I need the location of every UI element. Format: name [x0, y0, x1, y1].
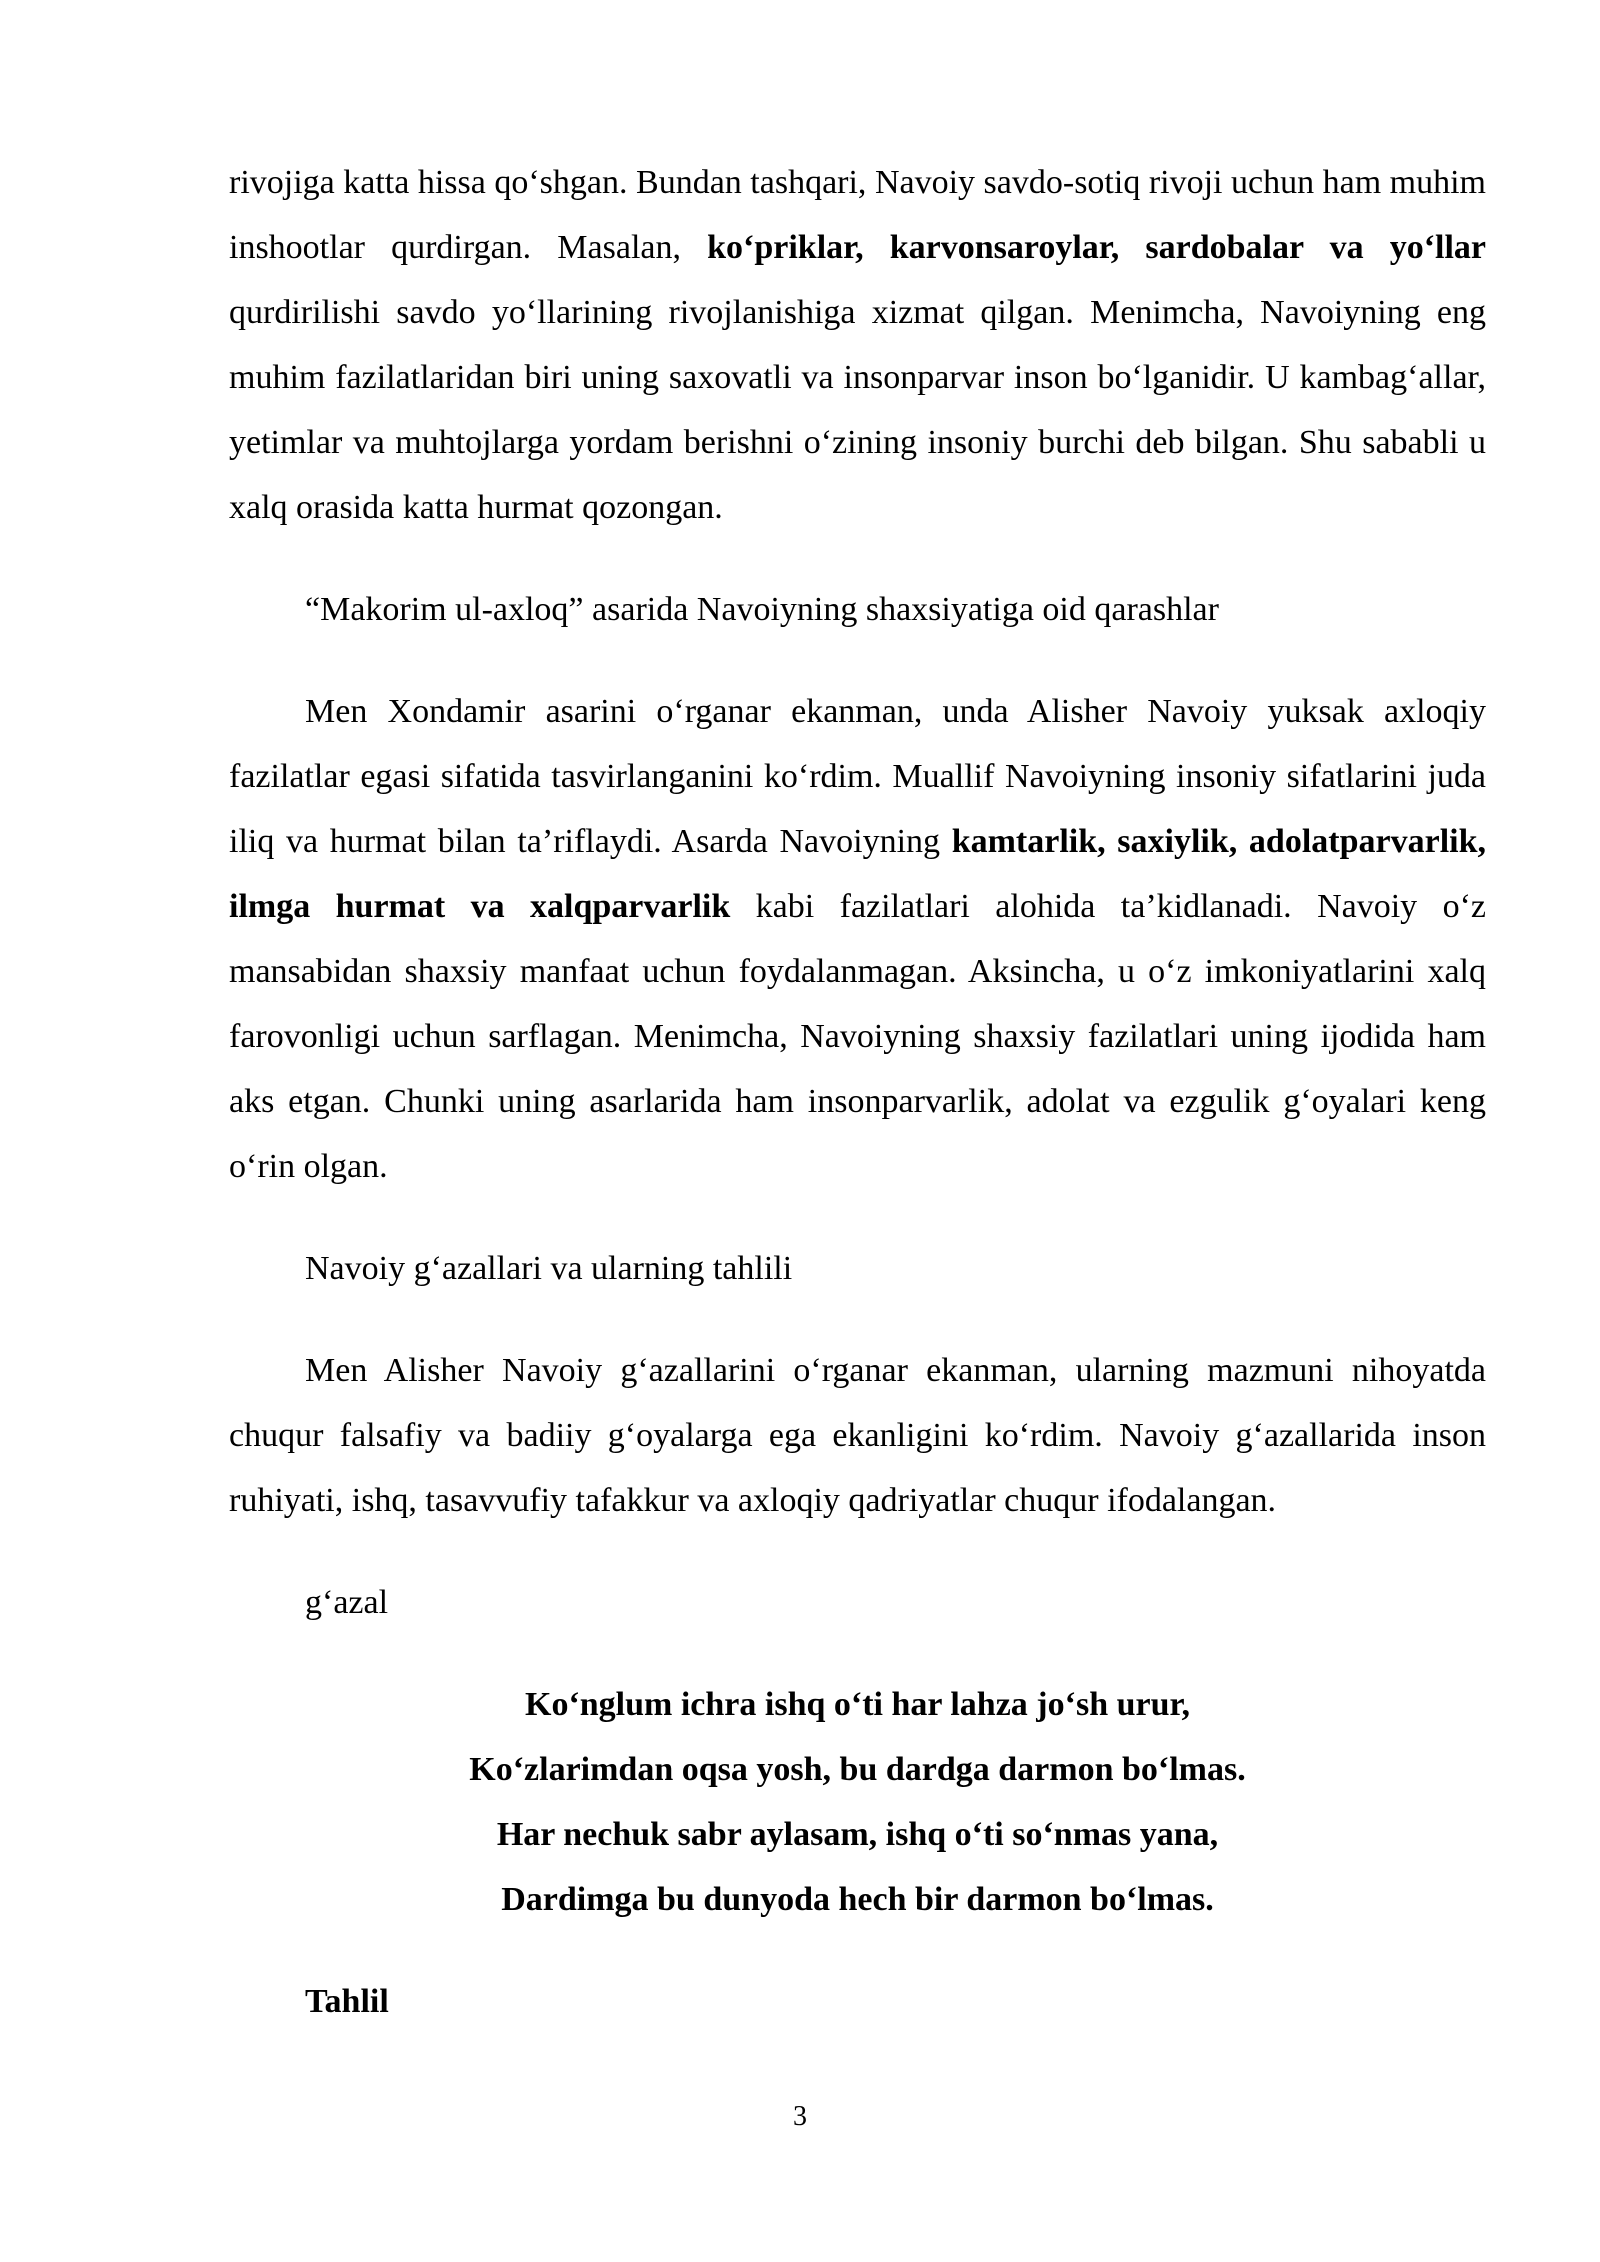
paragraph-text: rivojiga katta hissa qo‘shgan. Bundan tashqari, Navoiy savdo-sotiq rivoji uchun ham muhim inshootlar qurdirgan. Masalan, [229, 164, 1486, 266]
page-content [229, 150, 1486, 2034]
paragraph-text: kabi fazilatlari alohida ta’kidlanadi. Navoiy o‘z mansabidan shaxsiy manfaat uchun foydalanmagan. Aksincha, u o‘z imkoniyatlarini xalq farovonligi uchun sarflagan. Menimcha, Navoiyning shaxsiy fazilatlari uning ijodida ham aks etgan. Chunki uning asarlarida ham insonparvarlik, adolat va ezgulik g‘oyalari keng o‘rin olgan. [229, 888, 1486, 1185]
poem-line: Ko‘nglum ichra ishq o‘ti har lahza jo‘sh urur, [525, 1686, 1190, 1723]
bold-phrase: ko‘priklar, karvonsaroylar, sardobalar va yo‘llar [707, 229, 1487, 266]
paragraph-gazallar: Men Alisher Navoiy g‘azallarini o‘rganar ekanman, ularning mazmuni nihoyatda chuqur falsafiy va badiiy g‘oyalarga ega ekanligini ko‘rdim. Navoiy g‘azallarida inson ruhiyati, ishq, tasavvufiy tafakkur va axloqiy qadriyatlar chuqur ifodalangan. [229, 1352, 1486, 1519]
poem-line: Har nechuk sabr aylasam, ishq o‘ti so‘nmas yana, [496, 1816, 1219, 1853]
paragraph-text: qurdirilishi savdo yo‘llarining rivojlanishiga xizmat qilgan. Menimcha, Navoiyning eng muhim fazilatlaridan biri uning saxovatli va insonparvar inson bo‘lganidir. U kambag‘allar, yetimlar va muhtojlarga yordam berishni o‘zining insoniy burchi deb bilgan. Shu sababli u xalq orasida katta hurmat qozongan. [229, 294, 1486, 526]
paragraph-text: Men Xondamir asarini o‘rganar ekanman, unda Alisher Navoiy yuksak axloqiy fazilatlar egasi sifatida tasvirlanganini ko‘rdim. Muallif Navoiyning insoniy sifatlarini juda iliq va hurmat bilan ta’riflaydi. Asarda Navoiyning [229, 693, 1486, 860]
section-heading-tahlil: Tahlil [305, 1983, 389, 2020]
poem-line: Ko‘zlarimdan oqsa yosh, bu dardga darmon bo‘lmas. [469, 1751, 1246, 1788]
paragraph-xondamir [229, 679, 1486, 1199]
section-heading-makorim: “Makorim ul-axloq” asarida Navoiyning shaxsiyatiga oid qarashlar [305, 591, 1219, 628]
poem [229, 1672, 1486, 1932]
paragraph-savdo [229, 150, 1486, 540]
bold-phrase: kamtarlik, saxiylik, adolatparvarlik, ilmga hurmat va xalqparvarlik [229, 823, 1486, 925]
section-heading-gazal: g‘azal [305, 1584, 389, 1621]
section-heading-gazallar: Navoiy g‘azallari va ularning tahlili [305, 1250, 793, 1287]
page-number: 3 [793, 2101, 807, 2132]
poem-line: Dardimga bu dunyoda hech bir darmon bo‘lmas. [501, 1881, 1214, 1918]
